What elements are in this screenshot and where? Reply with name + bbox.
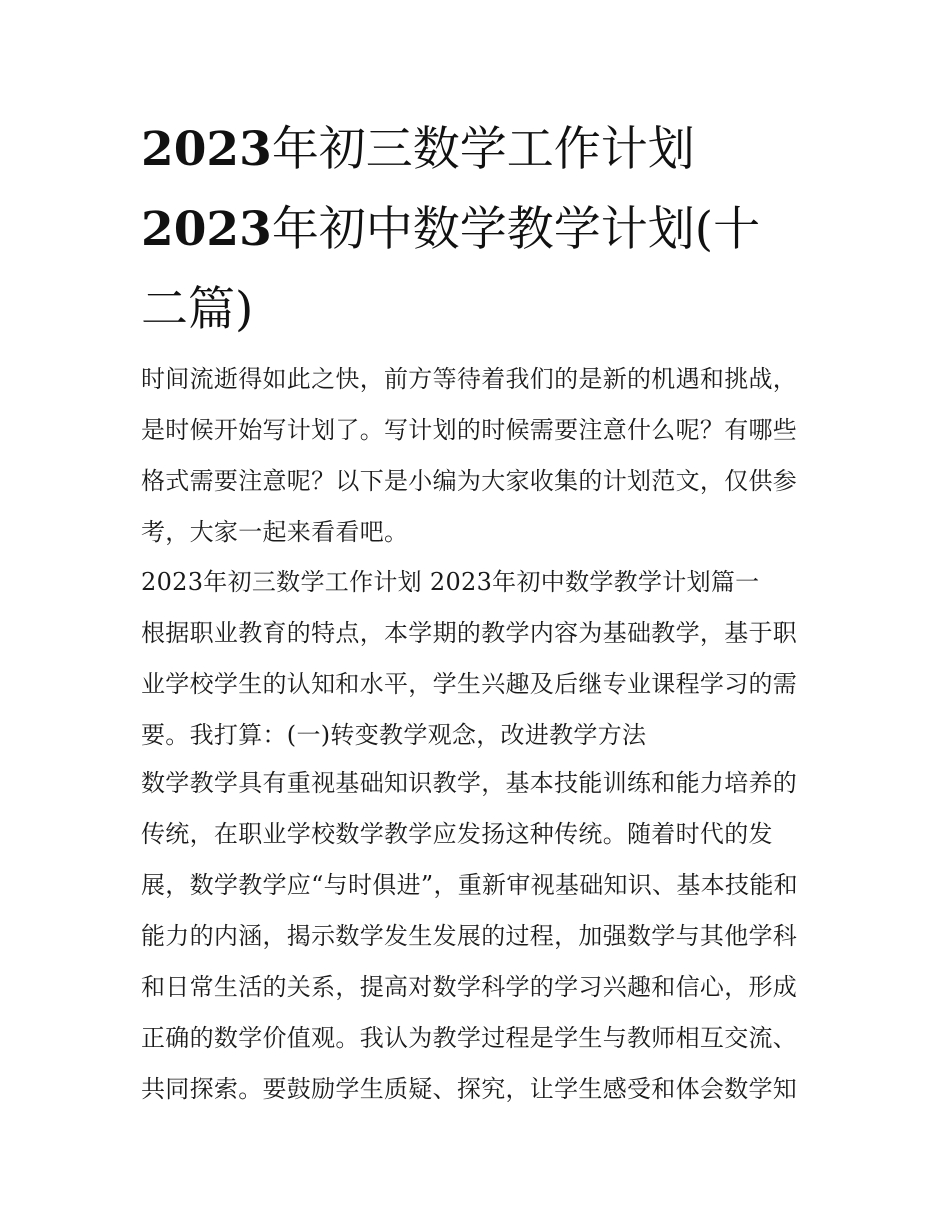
- section-heading: [141, 557, 816, 608]
- title-text: 年初三数学工作计划: [271, 122, 695, 177]
- title-text: 二篇): [141, 282, 254, 337]
- text-line: 正确的数学价值观。我认为教学过程是学生与教师相互交流、: [141, 1024, 798, 1052]
- text-line: 要。我打算：(一)转变教学观念，改进教学方法: [141, 721, 647, 749]
- title-line: [141, 110, 821, 190]
- title-year: 2023: [141, 122, 272, 177]
- text-line: 时间流逝得如此之快，前方等待着我们的是新的机遇和挑战，: [141, 365, 798, 393]
- title-line: [141, 270, 821, 350]
- text-line: 和日常生活的关系，提高对数学科学的学习兴趣和信心，形成: [141, 973, 798, 1001]
- intro-paragraph: [141, 354, 816, 558]
- title-year: 2023: [141, 202, 272, 257]
- text-line: 业学校学生的认知和水平，学生兴趣及后继专业课程学习的需: [141, 670, 798, 698]
- title-line: [141, 190, 821, 270]
- text-line: 是时候开始写计划了。写计划的时候需要注意什么呢？有哪些: [141, 416, 798, 444]
- text-line: 展，数学教学应“与时俱进”，重新审视基础知识、基本技能和: [141, 871, 798, 899]
- text-line: 根据职业教育的特点，本学期的教学内容为基础教学，基于职: [141, 619, 798, 647]
- section-heading-text: 2023年初三数学工作计划 2023年初中数学教学计划篇一: [141, 568, 760, 596]
- title-text: 年初中数学教学计划(十: [271, 202, 761, 257]
- body-paragraph: [141, 758, 816, 1115]
- section-paragraph: [141, 608, 816, 761]
- text-line: 传统，在职业学校数学教学应发扬这种传统。随着时代的发: [141, 820, 773, 848]
- document-title: [141, 110, 821, 350]
- text-line: 数学教学具有重视基础知识教学，基本技能训练和能力培养的: [141, 769, 798, 797]
- text-line: 能力的内涵，揭示数学发生发展的过程，加强数学与其他学科: [141, 922, 798, 950]
- text-line: 格式需要注意呢？以下是小编为大家收集的计划范文，仅供参: [141, 467, 798, 495]
- text-line: 考，大家一起来看看吧。: [141, 518, 409, 546]
- text-line: 共同探索。要鼓励学生质疑、探究，让学生感受和体会数学知: [141, 1075, 798, 1103]
